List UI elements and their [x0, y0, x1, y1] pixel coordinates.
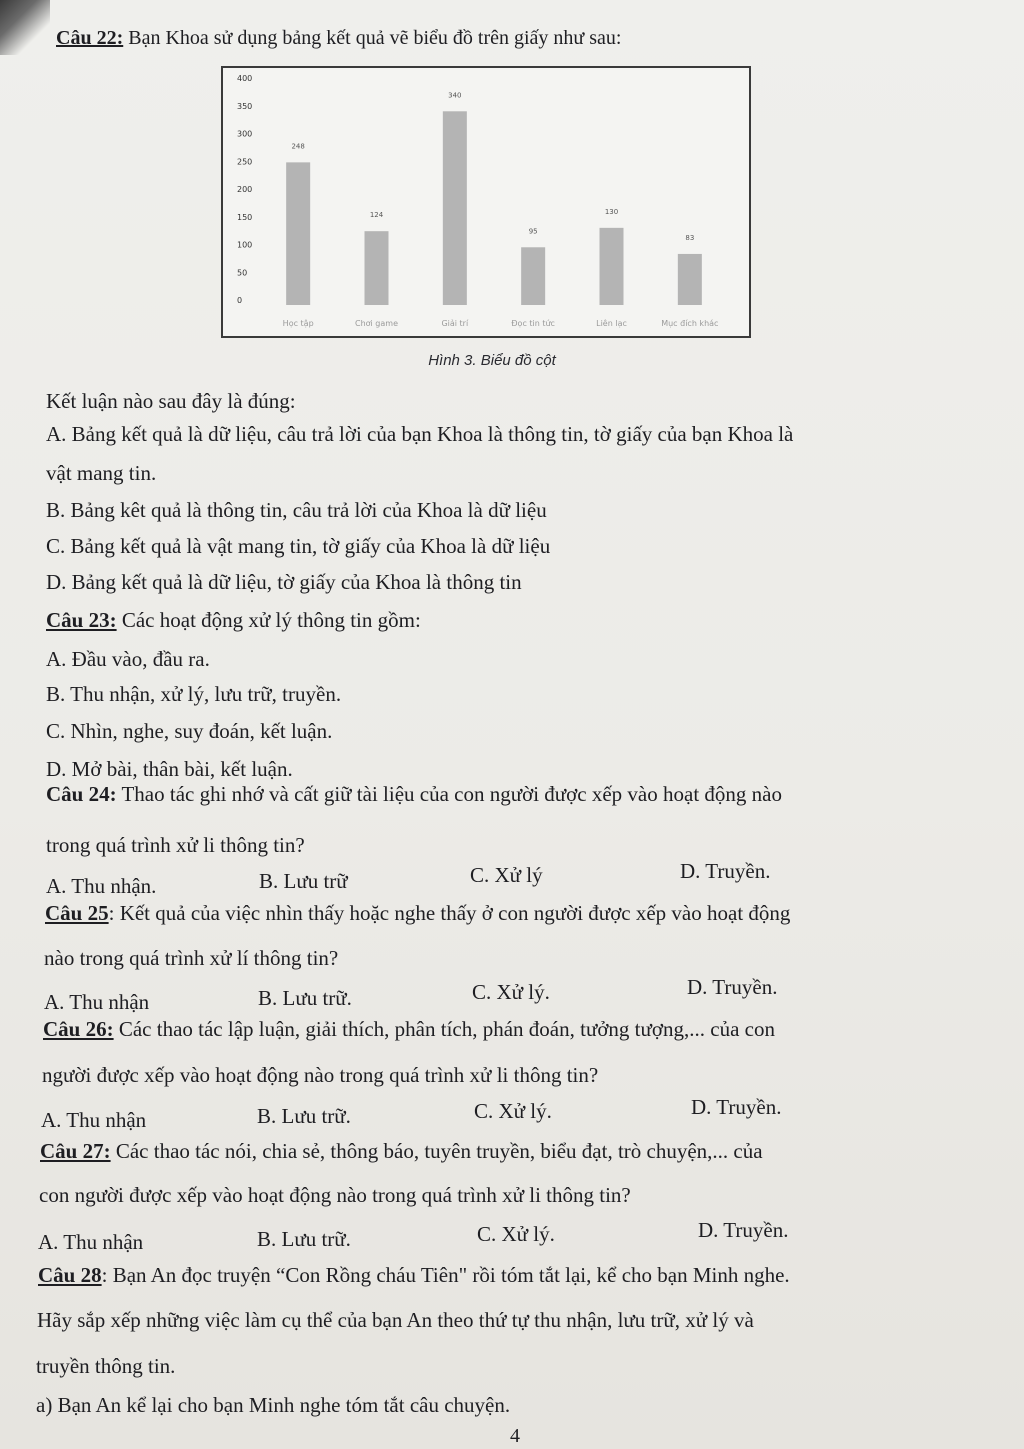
x-category-label: Học tập	[282, 319, 314, 328]
q27-label: Câu 27:	[40, 1139, 111, 1163]
q25-option-b: B. Lưu trữ.	[258, 986, 352, 1010]
q24-option-a: A. Thu nhận.	[46, 874, 157, 898]
q25-text-line1: : Kết quả của việc nhìn thấy hoặc nghe thấy ở con người được xếp vào hoạt động	[108, 901, 791, 925]
q22-prompt: Kết luận nào sau đây là đúng:	[46, 389, 296, 413]
q27-text-line2: con người được xếp vào hoạt động nào trong quá trình xử li thông tin?	[39, 1183, 631, 1207]
q25-heading	[45, 900, 790, 926]
y-tick-label: 50	[237, 268, 248, 278]
data-label: 130	[604, 207, 619, 216]
q26-heading	[43, 1016, 775, 1042]
q26-option-c: C. Xử lý.	[474, 1099, 552, 1123]
q28-item-a: a) Bạn An kể lại cho bạn Minh nghe tóm tắt câu chuyện.	[36, 1393, 511, 1417]
q28-label: Câu 28	[38, 1263, 102, 1287]
page-corner-curl	[0, 0, 50, 55]
q26-text-line2: người được xếp vào hoạt động nào trong quá trình xử li thông tin?	[42, 1063, 599, 1087]
bar-6	[678, 254, 702, 305]
q22-text: Bạn Khoa sử dụng bảng kết quả vẽ biểu đồ trên giấy như sau:	[123, 27, 622, 49]
q22-option-a-line2: vật mang tin.	[46, 461, 157, 485]
data-label: 83	[685, 233, 695, 242]
q24-text-line2: trong quá trình xử li thông tin?	[46, 833, 305, 857]
q27-option-b: B. Lưu trữ.	[257, 1227, 351, 1251]
q28-heading	[38, 1262, 790, 1288]
q27-option-c: C. Xử lý.	[477, 1222, 555, 1246]
q23-option-d: D. Mở bài, thân bài, kết luận.	[46, 757, 293, 781]
q26-label: Câu 26:	[43, 1017, 114, 1041]
bar-5	[600, 228, 624, 305]
q22-option-c: C. Bảng kết quả là vật mang tin, tờ giấy của Khoa là dữ liệu	[46, 534, 551, 558]
q24-option-d: D. Truyền.	[680, 859, 771, 883]
data-label: 124	[369, 211, 384, 220]
data-label: 95	[528, 227, 538, 236]
q23-heading	[46, 607, 421, 633]
q24-text-line1: Thao tác ghi nhớ và cất giữ tài liệu của con người được xếp vào hoạt động nào	[116, 782, 782, 806]
q28-text-line3: truyền thông tin.	[36, 1354, 176, 1378]
q23-text: Các hoạt động xử lý thông tin gồm:	[116, 608, 421, 632]
x-category-label: Đọc tin tức	[511, 319, 555, 328]
x-category-label: Liên lạc	[596, 319, 627, 328]
q25-text-line2: nào trong quá trình xử lí thông tin?	[44, 946, 339, 970]
q25-label: Câu 25	[45, 901, 109, 925]
q24-option-c: C. Xử lý	[470, 863, 543, 887]
q27-option-d: D. Truyền.	[698, 1218, 789, 1242]
bar-chart-svg	[223, 68, 749, 336]
q24-heading	[46, 781, 782, 807]
y-tick-label: 350	[237, 101, 253, 111]
y-tick-label: 150	[237, 212, 253, 222]
x-category-label: Chơi game	[354, 319, 399, 328]
q27-heading	[40, 1138, 763, 1164]
q28-text-line1: : Bạn An đọc truyện “Con Rồng cháu Tiên" rồi tóm tắt lại, kể cho bạn Minh nghe.	[101, 1263, 790, 1287]
y-tick-label: 100	[237, 240, 253, 250]
data-label: 248	[291, 142, 305, 151]
x-category-label: Mục đích khác	[661, 319, 719, 328]
q22-heading	[56, 25, 621, 51]
y-tick-label: 0	[237, 296, 243, 305]
q25-option-c: C. Xử lý.	[472, 980, 550, 1004]
q25-option-a: A. Thu nhận	[44, 990, 150, 1014]
q23-option-b: B. Thu nhận, xử lý, lưu trữ, truyền.	[46, 682, 342, 706]
q27-text-line1: Các thao tác nói, chia sẻ, thông báo, tuyên truyền, biểu đạt, trò chuyện,... của	[110, 1139, 763, 1163]
q22-option-a-line1: A. Bảng kết quả là dữ liệu, câu trả lời của bạn Khoa là thông tin, tờ giấy của bạn Khoa là	[46, 422, 794, 446]
q26-option-d: D. Truyền.	[691, 1095, 782, 1119]
data-label: 340	[448, 91, 462, 100]
chart-caption: Hình 3. Biểu đồ cột	[428, 352, 556, 369]
q23-option-a: A. Đầu vào, đầu ra.	[46, 647, 210, 671]
bar-3	[443, 111, 467, 305]
q23-option-c: C. Nhìn, nghe, suy đoán, kết luận.	[46, 719, 333, 743]
q28-text-line2: Hãy sắp xếp những việc làm cụ thể của bạn An theo thứ tự thu nhận, lưu trữ, xử lý và	[37, 1308, 754, 1332]
y-tick-label: 200	[237, 185, 253, 194]
x-category-label: Giải trí	[441, 319, 469, 328]
q22-option-d: D. Bảng kết quả là dữ liệu, tờ giấy của Khoa là thông tin	[46, 570, 522, 594]
y-tick-label: 250	[237, 157, 253, 167]
q26-text-line1: Các thao tác lập luận, giải thích, phân tích, phán đoán, tưởng tượng,... của con	[113, 1017, 775, 1041]
q27-option-a: A. Thu nhận	[38, 1230, 144, 1254]
q24-label: Câu 24:	[46, 782, 117, 806]
q26-option-b: B. Lưu trữ.	[257, 1104, 351, 1128]
q26-option-a: A. Thu nhận	[41, 1108, 147, 1132]
bar-chart	[221, 66, 751, 338]
q24-option-b: B. Lưu trữ	[259, 869, 348, 893]
q25-option-d: D. Truyền.	[687, 975, 778, 999]
y-tick-label: 400	[237, 74, 253, 83]
y-tick-label: 300	[237, 129, 253, 139]
q22-label: Câu 22:	[56, 27, 124, 49]
bar-2	[365, 231, 389, 305]
q22-option-b: B. Bảng kêt quả là thông tin, câu trả lời của Khoa là dữ liệu	[46, 498, 547, 522]
bar-1	[286, 162, 310, 305]
q23-label: Câu 23:	[46, 608, 117, 632]
bar-4	[521, 247, 545, 305]
page-number: 4	[510, 1425, 520, 1447]
